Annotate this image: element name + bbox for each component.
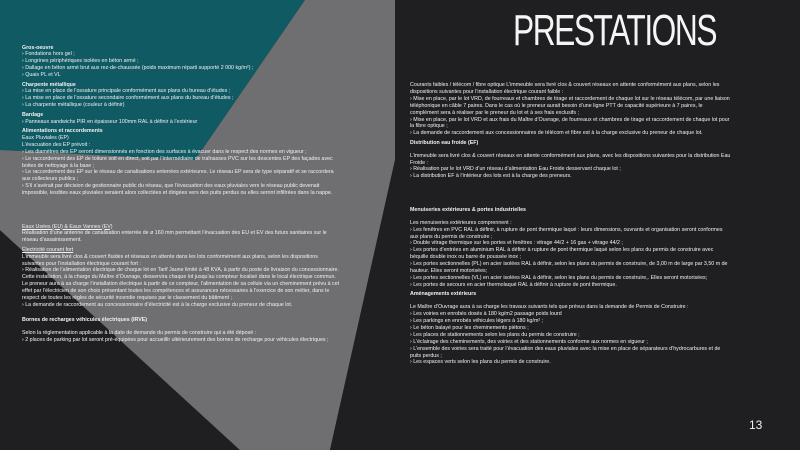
paragraph: › Fondations hors gel ; (22, 51, 75, 58)
paragraph: L’immeuble sera livré clos & couvert fluides et réseaux en attente dans les lots conformément aux plans, selon les dispositions suivantes pour l’installation électrique courant fort : (22, 253, 318, 267)
paragraph: › Réalisation par le lot VRD d’un réseau d’alimentation Eau Froide desservant chaque lot ; (410, 166, 621, 173)
paragraph: Eaux Pluviales (EP) (22, 134, 69, 141)
paragraph: › Quais PL et VL (22, 72, 61, 79)
paragraph: Réalisation d’une antenne de canalisation enterrée de ø 160 mm permettant l’évacuation des EU et EV des futurs sanitaires sur le réseau d’assainissement. (22, 230, 327, 244)
paragraph: › Les places de stationnements selon les plans du permis de construire ; (410, 331, 580, 338)
left-column (22, 42, 340, 344)
paragraph: › Les portes de secours en acier thermolaqué RAL à définir à rupture de pont thermique. (410, 281, 617, 288)
section-heading: Aménagements extérieurs (410, 291, 477, 298)
spacer (410, 198, 732, 204)
paragraph: › Panneaux sandwichs PIR en épaisseur 100mm RAL à définir à l’extérieur (22, 118, 198, 125)
paragraph: Le Maître d’Ouvrage aura à sa charge les travaux suivants tels que prévus dans la demande de Permis de Construire : (410, 304, 689, 311)
section-heading: Gros-oeuvre (22, 44, 54, 51)
paragraph: › La demande de raccordement aux concessionnaires de télécom et fibre est à la charge exclusive du preneur de chaque lot. (410, 130, 703, 137)
paragraph: › Double vitrage thermique sur les portes et fenêtres : vitrage 44/2 + 16 gas + vitrage 44/2 ; (410, 240, 623, 247)
paragraph: L’évacuation des EP prévoit : (22, 141, 91, 148)
section-heading: Menuiseries extérieures & portes industrielles (410, 206, 526, 213)
paragraph: › L’éclairage des cheminements, des voiries et des stationnements conforme aux normes en vigueur ; (410, 338, 648, 345)
paragraph: › Le raccordement des EP de toiture soit en direct, soit par l’intermédiaire de traînasses PVC sur les descentes EP des façades avec boites de nettoyage à la base ; (22, 155, 333, 169)
paragraph: › Longrines périphériques isolées en béton armé ; (22, 58, 139, 65)
paragraph: › La mise en place de l’ossature principale conformément aux plans du bureau d’études ; (22, 88, 231, 95)
paragraph: › Réalisation de l’alimentation électrique de chaque lot en Tarif Jaune limité à 48 KVA, à partir du poste de livraison du concessionnaire. Cette installation, à la charge du Maître d’Ouvrage, desservira chaque lot jusqu’au compteur localisé dans le local électrique commun. Le preneur aura à sa charge l’installation électrique à partir de ce compteur, l’alimentation de sa cellule via un cheminement prévu à cet effet par l’électricien de son choix présentant toutes les compétences et assurances nécessaires à l’exercice de son métier, dans le respect de toutes les règles de sécurité incendie requises par le classement du bâtiment ; (22, 267, 340, 302)
paragraph: › La demande de raccordement au concessionnaire d’électricité est à la charge exclusive du preneur de chaque lot. (22, 302, 293, 308)
paragraph: › S’il s’avérait par décision de gestionnaire public du réseau, que l’évacuation des eaux pluviales vers le réseau public devenait impossible, lesdites eaux pluviales seraient alors collectées et dirigées vers des puits perdus ou elles seront infiltrées dans la nappe. (22, 183, 333, 197)
paragraph: › Le raccordement des EP sur le réseau de canalisations enterrées extérieures. Le réseau EP sera de type séparatif et se raccordera aux collecteurs publics ; (22, 169, 334, 183)
paragraph: › Les fenêtres en PVC RAL à définir, à rupture de pont thermique laqué : leurs dimensions, ouvrants et organisation seront conformes aux plans du permis de construire ; (410, 226, 723, 240)
paragraph: › Les diamètres des EP seront dimensionnés en fonction des surfaces à évacuer dans le respect des normes en vigueur ; (22, 148, 307, 155)
section-heading: Eaux Usées (EU) & Eaux Vannes (EV) (22, 223, 113, 230)
page-title: PRESTATIONS (513, 6, 717, 55)
paragraph: › La distribution EF à l’intérieur des lots est à la charge des preneurs. (410, 173, 572, 180)
section-heading: Charpente métallique (22, 81, 76, 88)
section-heading: Distribution eau froide (EF) (410, 139, 479, 146)
paragraph: L’immeuble sera livré clos & couvert réseaux en attente conformément aux plans, avec les dispositions suivantes pour la distribution Eau Froide : (410, 152, 731, 166)
paragraph: › Les parkings en enrobés véhicules légers à 180 kg/m² ; (410, 317, 544, 324)
paragraph: Les menuiseries extérieures comprennent : (410, 219, 512, 226)
paragraph: Selon la réglementation applicable à la date de demande du permis de construire qui a été déposé : (22, 330, 257, 337)
paragraph: › Le béton balayé pour les cheminements piétons ; (410, 324, 529, 331)
section-heading: Alimentations et raccordements (22, 127, 103, 134)
right-column (410, 82, 732, 366)
paragraph: › Dallage en béton armé brut aux rez-de-chaussée (poids maximum réparti supporté 2 000 kg/m²) ; (22, 65, 254, 72)
paragraph: › Les voiries en enrobés dosés à 180 kg/m2 passage poids lourd (410, 311, 562, 318)
page-number: 13 (749, 418, 763, 432)
paragraph: Courants faibles / télécom / fibre optique L’immeuble sera livré clos & couvert réseaux en attente conformément aux plans, selon les dispositions suivantes pour l’installation électrique courant faible : (410, 82, 720, 95)
paragraph: › Mise en place, par le lot VRD, de fourreaux et chambres de tirage et raccordement de chaque lot sur le réseau télécom, par une liaison téléphonique en câble 7 paires. Dans le cas où le preneur aurait besoin d’une ligne PTT de capacité supérieure à 7 paires, le complément sera à réaliser par le preneur du lot et à ses frais exclusifs ; (410, 95, 730, 116)
paragraph: › Les portes sectionnelles (VL) en acier isolées RAL à définir, selon les plans du permis de construire,. Elles seront motorisées; (410, 274, 708, 281)
paragraph: › L’ensemble des voiries sera traité pour l’évacuation des eaux pluviales avec la mise en place de séparateurs d’hydrocarbures et de puits perdus ; (410, 345, 721, 359)
paragraph: › Les portes d’entrées en aluminium RAL à définir à rupture de pont thermique laqué selon les plans du permis de construire avec béquille double inox ou barre de poussée inox ; (410, 247, 714, 261)
section-heading: Bardage (22, 111, 44, 118)
spacer (22, 215, 340, 221)
paragraph: › 2 places de parking par lot seront pré-équipées pour accueillir ultérieurement des bornes de recharge pour véhicules électriques ; (22, 337, 329, 344)
paragraph: › Les portes sectionnelles (PL) en acier isolées RAL à définir, selon les plans du permis de construire, de 3,00 m de large par 3,50 m de hauteur. Elles seront motorisées; (410, 261, 728, 275)
section-heading: Électricité courant fort (22, 246, 74, 253)
paragraph: › Mise en place, par le lot VRD et aux frais du Maître d’Ouvrage, de fourreaux et chambres de tirage et raccordement de chaque lot pour la fibre optique ; (410, 116, 730, 130)
paragraph: › Les espaces verts selon les plans du permis de construire. (410, 359, 551, 366)
spacer (22, 309, 340, 315)
paragraph: › La charpente métallique (couleur à définir) (22, 102, 125, 109)
paragraph: › La mise en place de l’ossature secondaire conformément aux plans du bureau d’études ; (22, 95, 234, 102)
section-heading: Bornes de recharges véhicules électriques (IRVE) (22, 317, 148, 324)
